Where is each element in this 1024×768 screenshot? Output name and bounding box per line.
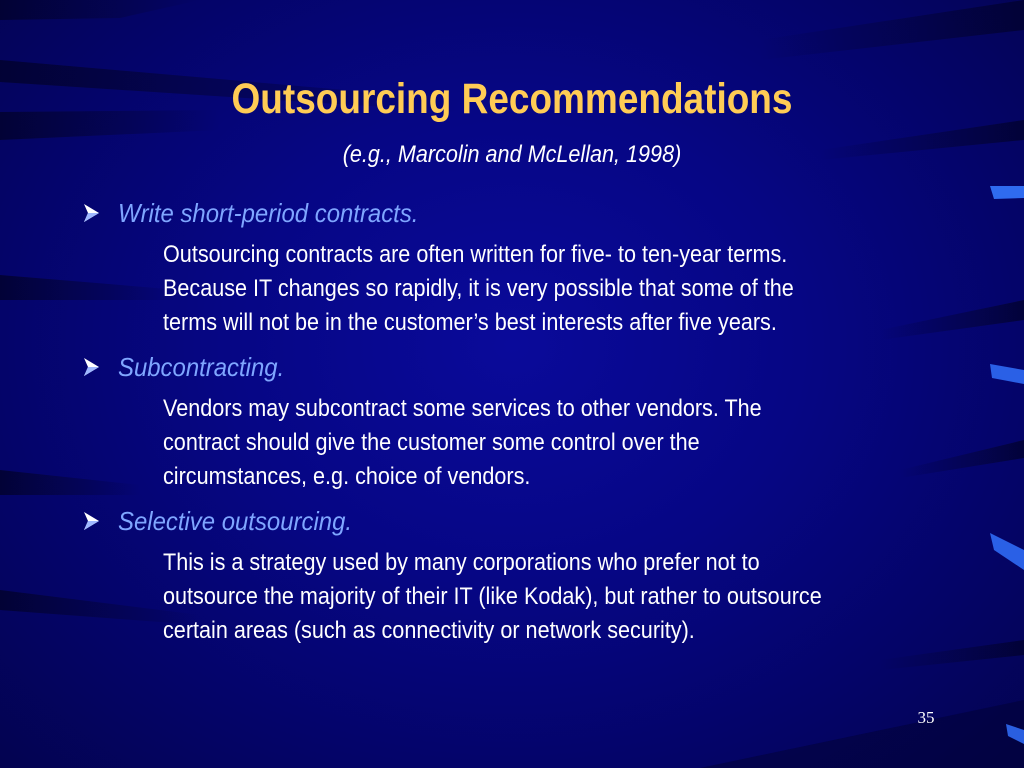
bullet-item-3 (80, 504, 880, 538)
body-line: Vendors may subcontract some services to other vendors. The (163, 395, 762, 422)
arrow-bullet-icon (80, 202, 102, 224)
slide-title: Outsourcing Recommendations (231, 75, 793, 123)
bullet-heading: Write short-period contracts. (118, 198, 419, 228)
arrow-bullet-icon (80, 510, 102, 532)
body-line: Outsourcing contracts are often written for five- to ten-year terms. (163, 241, 788, 268)
bullet-body-1 (163, 238, 937, 340)
bullet-body-3 (163, 546, 937, 648)
slide-number: 35 (917, 708, 935, 727)
body-line: This is a strategy used by many corporations who prefer not to (163, 549, 760, 576)
bullet-heading: Subcontracting. (118, 352, 285, 382)
bullet-item-2 (80, 350, 880, 384)
slide-subtitle: (e.g., Marcolin and McLellan, 1998) (342, 141, 682, 168)
bullet-body-2 (163, 392, 937, 494)
bullet-item-1 (80, 196, 880, 230)
body-line: circumstances, e.g. choice of vendors. (163, 463, 531, 490)
body-line: contract should give the customer some control over the (163, 429, 700, 456)
body-line: certain areas (such as connectivity or network security). (163, 617, 695, 644)
body-line: outsource the majority of their IT (like Kodak), but rather to outsource (163, 583, 822, 610)
bullet-heading: Selective outsourcing. (118, 506, 353, 536)
arrow-bullet-icon (80, 356, 102, 378)
body-line: terms will not be in the customer’s best interests after five years. (163, 309, 777, 336)
body-line: Because IT changes so rapidly, it is very possible that some of the (163, 275, 794, 302)
